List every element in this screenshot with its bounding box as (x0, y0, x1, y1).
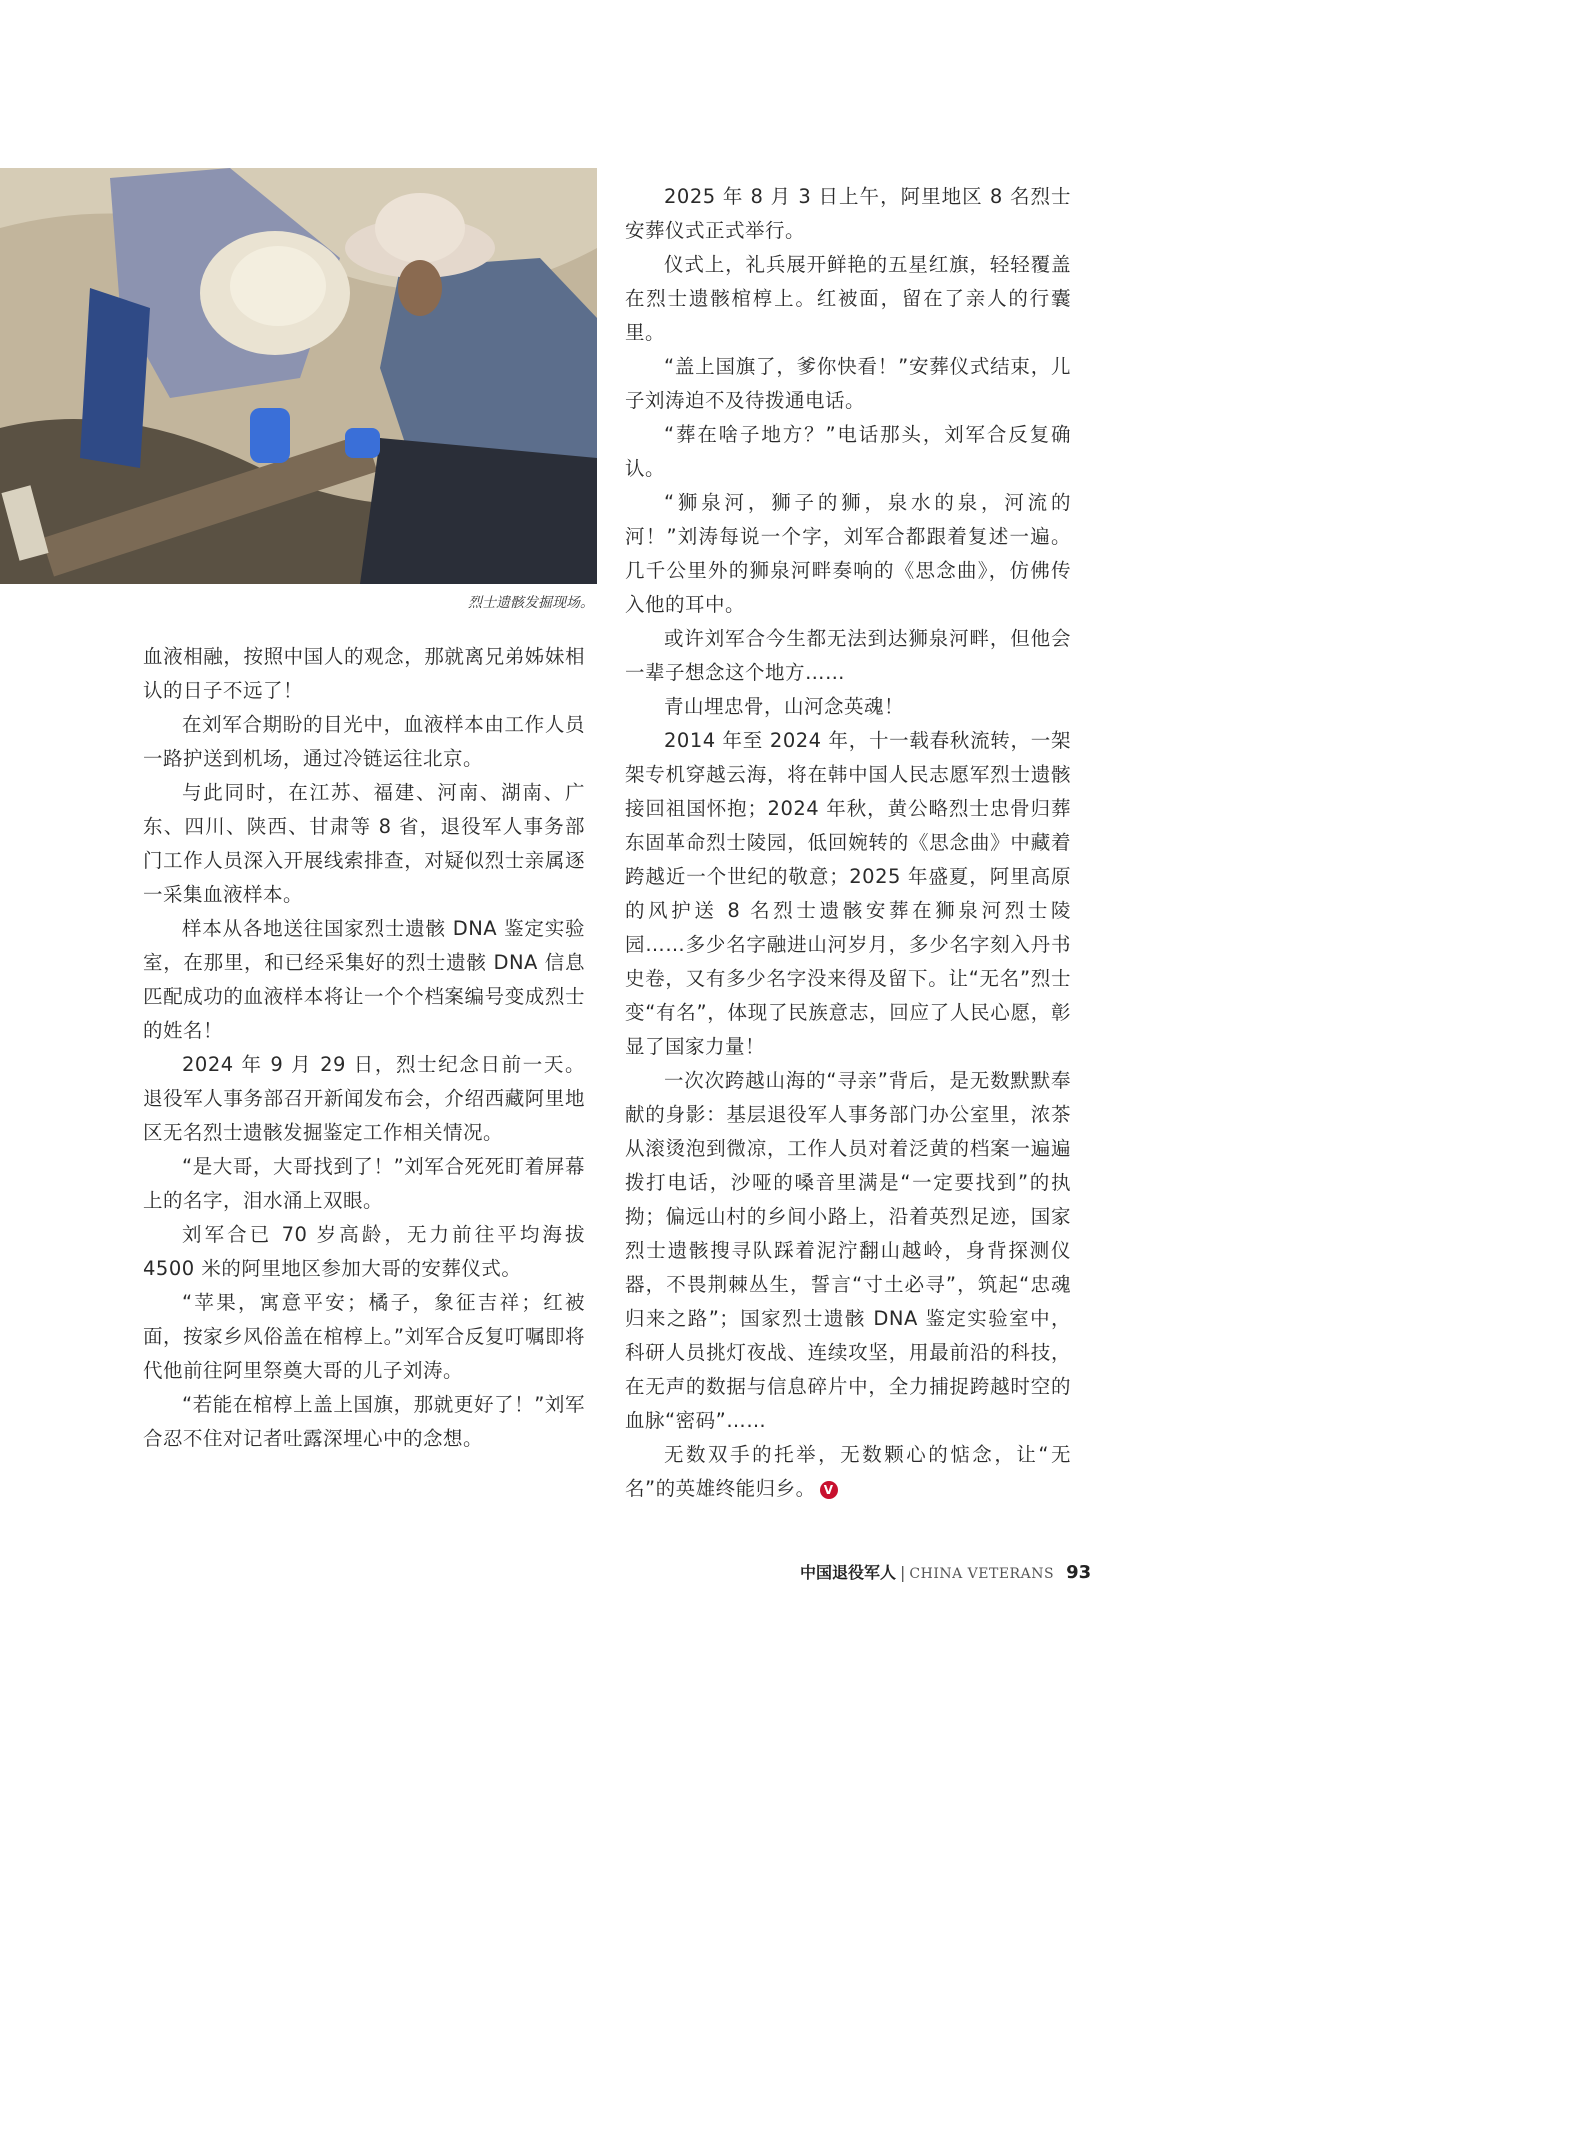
paragraph: 样本从各地送往国家烈士遗骸 DNA 鉴定实验室，在那里，和已经采集好的烈士遗骸 DNA 信息匹配成功的血液样本将让一个个档案编号变成烈士的姓名！ (143, 917, 585, 1042)
photo-caption: 烈士遗骸发掘现场。 (468, 595, 594, 611)
end-of-article-icon: V (820, 1481, 838, 1499)
magazine-name-cn: 中国退役军人 (800, 1563, 897, 1582)
magazine-name-en: CHINA VETERANS (909, 1566, 1055, 1582)
paragraph: 刘军合已 70 岁高龄，无力前往平均海拔 4500 米的阿里地区参加大哥的安葬仪式。 (143, 1223, 585, 1280)
paragraph: 或许刘军合今生都无法到达狮泉河畔，但他会一辈子想念这个地方…… (625, 627, 1071, 684)
left-column (143, 640, 585, 1456)
excavation-photo (0, 168, 597, 584)
excavation-photo-illustration (0, 168, 597, 584)
paragraph: “盖上国旗了，爹你快看！”安葬仪式结束，儿子刘涛迫不及待拨通电话。 (625, 355, 1071, 412)
footer-separator: | (900, 1563, 906, 1582)
final-paragraph-text: 无数双手的托举，无数颗心的惦念，让“无名”的英雄终能归乡。 (625, 1443, 1071, 1500)
paragraph: 2025 年 8 月 3 日上午，阿里地区 8 名烈士安葬仪式正式举行。 (625, 185, 1071, 242)
paragraph: 2024 年 9 月 29 日，烈士纪念日前一天。退役军人事务部召开新闻发布会，介绍西藏阿里地区无名烈士遗骸发掘鉴定工作相关情况。 (143, 1053, 585, 1144)
paragraph: “狮泉河，狮子的狮，泉水的泉，河流的河！”刘涛每说一个字，刘军合都跟着复述一遍。几千公里外的狮泉河畔奏响的《思念曲》，仿佛传入他的耳中。 (625, 491, 1071, 616)
paragraph: “若能在棺椁上盖上国旗，那就更好了！”刘军合忍不住对记者吐露深埋心中的念想。 (143, 1393, 585, 1450)
page-number: 93 (1066, 1562, 1092, 1583)
paragraph: 在刘军合期盼的目光中，血液样本由工作人员一路护送到机场，通过冷链运往北京。 (143, 713, 585, 770)
paragraph: “葬在啥子地方？”电话那头，刘军合反复确认。 (625, 423, 1071, 480)
page-footer (800, 1560, 1100, 1583)
paragraph: “苹果，寓意平安；橘子，象征吉祥；红被面，按家乡风俗盖在棺椁上。”刘军合反复叮嘱即将代他前往阿里祭奠大哥的儿子刘涛。 (143, 1291, 585, 1382)
right-column (625, 180, 1071, 1506)
paragraph: 仪式上，礼兵展开鲜艳的五星红旗，轻轻覆盖在烈士遗骸棺椁上。红被面，留在了亲人的行囊里。 (625, 253, 1071, 344)
paragraph: 青山埋忠骨，山河念英魂！ (664, 695, 905, 718)
paragraph: “是大哥，大哥找到了！”刘军合死死盯着屏幕上的名字，泪水涌上双眼。 (143, 1155, 585, 1212)
paragraph: 一次次跨越山海的“寻亲”背后，是无数默默奉献的身影：基层退役军人事务部门办公室里，浓茶从滚烫泡到微凉，工作人员对着泛黄的档案一遍遍拨打电话，沙哑的嗓音里满是“一定要找到”的执拗；偏远山村的乡间小路上，沿着英烈足迹，国家烈士遗骸搜寻队踩着泥泞翻山越岭，身背探测仪器，不畏荆棘丛生，誓言“寸土必寻”，筑起“忠魂归来之路”；国家烈士遗骸 DNA 鉴定实验室中，科研人员挑灯夜战、连续攻坚，用最前沿的科技，在无声的数据与信息碎片中，全力捕捉跨越时空的血脉“密码”…… (625, 1069, 1071, 1432)
final-paragraph (625, 1438, 1071, 1506)
paragraph: 血液相融，按照中国人的观念，那就离兄弟姊妹相认的日子不远了！ (143, 645, 585, 702)
paragraph: 与此同时，在江苏、福建、河南、湖南、广东、四川、陕西、甘肃等 8 省，退役军人事务部门工作人员深入开展线索排查，对疑似烈士亲属逐一采集血液样本。 (143, 781, 585, 906)
paragraph: 2014 年至 2024 年，十一载春秋流转，一架架专机穿越云海，将在韩中国人民志愿军烈士遗骸接回祖国怀抱；2024 年秋，黄公略烈士忠骨归葬东固革命烈士陵园，低回婉转的《思念曲》中藏着跨越近一个世纪的敬意；2025 年盛夏，阿里高原的风护送 8 名烈士遗骸安葬在狮泉河烈士陵园……多少名字融进山河岁月，多少名字刻入丹书史卷，又有多少名字没来得及留下。让“无名”烈士变“有名”，体现了民族意志，回应了人民心愿，彰显了国家力量！ (625, 729, 1071, 1058)
